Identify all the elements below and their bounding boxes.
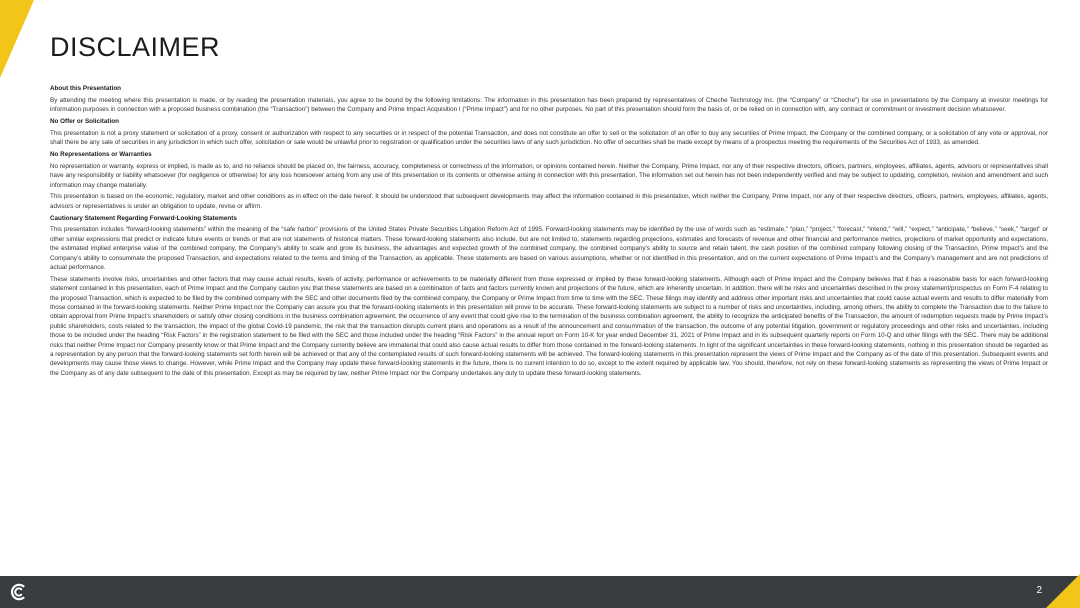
corner-accent-bottom-right: [1040, 568, 1080, 608]
cheche-logo-icon: [10, 583, 28, 601]
page-title: DISCLAIMER: [50, 32, 221, 62]
corner-accent-top-left: [0, 0, 40, 78]
section-heading-no-representations: No Representations or Warranties: [50, 151, 152, 158]
page-number: 2: [1036, 585, 1042, 596]
footer-bar: [0, 576, 1080, 608]
section-heading-no-offer: No Offer or Solicitation: [50, 118, 119, 125]
section-paragraph: This presentation is based on the economic, regulatory, market and other conditions as in effect on the date hereof. It should be understood that subsequent developments may affect the information contained in this presentation, which neither the Company, Prime Impact, nor any of their respective directors, officers, partners, employees, affiliates, agents, advisors or representatives is under an obligation to update, revise or affirm.: [50, 193, 1048, 210]
section-paragraph: By attending the meeting where this presentation is made, or by reading the presentation materials, you agree to be bound by the following limitations: The information in this presentation has been prepared by representatives of Cheche Technology Inc. (the “Company” or “Cheche”) for use in presentations by the Company at investor meetings for information purposes in connection with a proposed business combination (the “Transaction”) between the Company and Prime Impact Acquisition I (“Prime Impact”) and for no other purposes. No part of this presentation should form the basis of, or be relied on in connection with, any contract or commitment or investment decision whatsoever.: [50, 96, 1048, 114]
section-paragraph: This presentation includes “forward-looking statements” within the meaning of the “safe harbor” provisions of the United States Private Securities Litigation Reform Act of 1995. Forward-looking statements may be identified by the use of words such as “estimate,” “plan,” “project,” “forecast,” “intend,” “will,” “expect,” “anticipate,” “believe,” “seek,” “target” or other similar expressions that predict or indicate future events or trends or that are not statements of historical matters. These forward-looking statements also include, but are not limited to, statements regarding projections, estimates and forecasts of revenue and other financial and performance metrics, projections of market opportunity and expectations, the estimated implied enterprise value of the combined company, the Company’s ability to scale and grow its business, the advantages and expected growth of the combined company, the combined company’s ability to source and retain talent, the cash position of the combined company following closing of the Transaction, Prime Impact’s and the Company’s ability to consummate the proposed Transaction, and expectations related to the terms and timing of the Transaction, as applicable. These statements are based on various assumptions, whether or not identified in this presentation, and on the current expectations of Prime Impact’s and the Company’s management and are not predictions of actual performance.: [50, 226, 1048, 272]
section-heading-about: About this Presentation: [50, 85, 122, 92]
section-paragraph: No representation or warranty, express or implied, is made as to, and no reliance should be placed on, the fairness, accuracy, completeness or correctness of the information, or opinions contained herein. Neither the Company, Prime Impact, nor any of their respective directors, officers, partners, employees, affiliates, agents, advisors or representatives shall have any responsibility or liability whatsoever (for negligence or otherwise) for any loss howsoever arising from any use of this presentation or its contents or otherwise arising in connection with this presentation. The information set out herein has not been independently verified and may be subject to updating, completion, revision and amendment and such information may change materially.: [50, 162, 1048, 189]
section-heading-forward-looking: Cautionary Statement Regarding Forward-Looking Statements: [50, 214, 237, 222]
section-paragraph: These statements involve risks, uncertainties and other factors that may cause actual results, levels of activity, performance or achievements to be materially different from those expressed or implied by these forward-looking statements. Although each of Prime Impact and the Company believes that it has a reasonable basis for each forward-looking statement contained in this presentation, each of Prime Impact and the Company caution you that these statements are based on a combination of facts and factors currently known and projections of the future, which are inherently uncertain. In addition, there will be risks and uncertainties described in the proxy statement/prospectus on Form F-4 relating to the proposed Transaction, which is expected to be filed by the combined company with the SEC and other documents filed by the combined company, the Company or Prime Impact from time to time with the SEC. These filings may identify and address other important risks and uncertainties that could cause actual events and results to differ materially from those contained in the forward-looking statements. Neither Prime Impact nor the Company can assure you that the forward-looking statements in this presentation will prove to be accurate. These forward-looking statements are subject to a number of risks and uncertainties, including, among others, the ability to complete the Transaction due to the failure to obtain approval from Prime Impact’s shareholders or satisfy other closing conditions in the business combination agreement, the occurrence of any event that could give rise to the termination of the business combination agreement, the ability to recognize the anticipated benefits of the Transaction, the amount of redemption requests made by Prime Impact’s public shareholders, costs related to the transaction, the impact of the global Covid-19 pandemic, the risk that the transaction disrupts current plans and operations as a result of the announcement and consummation of the transaction, the outcome of any potential litigation, government or regulatory proceedings and other risks and uncertainties, including those to be included under the heading “Risk Factors” in the registration statement to be filed with the SEC and those included under the heading “Risk Factors” in the annual report on Form 10-K for year ended December 31, 2021 of Prime Impact and in its subsequent quarterly reports on Form 10-Q and other filings with the SEC. There may be additional risks that neither Prime Impact nor Company presently know or that Prime Impact and the Company currently believe are immaterial that could also cause actual results to differ from those contained in the forward-looking statements. In light of the significant uncertainties in these forward-looking statements, nothing in this presentation should be regarded as a representation by any person that the forward-looking statements set forth herein will be achieved or that any of the contemplated results of such forward-looking statements will be achieved. The forward-looking statements in this presentation represent the views of Prime Impact and the Company as of the date of this presentation. Subsequent events and developments may cause those views to change. However, while Prime Impact and the Company may update these forward-looking statements in the future, there is no current intention to do so, except to the extent required by applicable law. You should, therefore, not rely on these forward-looking statements as representing the views of Prime Impact or the Company as of any date subsequent to the date of this presentation. Except as may be required by law, neither Prime Impact nor the Company undertakes any duty to update these forward-looking statements.: [50, 275, 1048, 377]
section-paragraph: This presentation is not a proxy statement or solicitation of a proxy, consent or authorization with respect to any securities or in respect of the potential Transaction, and does not constitute an offer to sell or the solicitation of an offer to buy any securities of Prime Impact, the Company or the combined company, or a solicitation of any vote or approval, nor shall there be any sale of securities in any jurisdiction in which such offer, solicitation or sale would be unlawful prior to registration or qualification under the securities laws of any such jurisdiction. No offer of securities shall be made except by means of a prospectus meeting the requirements of the Securities Act of 1933, as amended.: [50, 129, 1048, 147]
disclaimer-body: [50, 84, 1048, 381]
